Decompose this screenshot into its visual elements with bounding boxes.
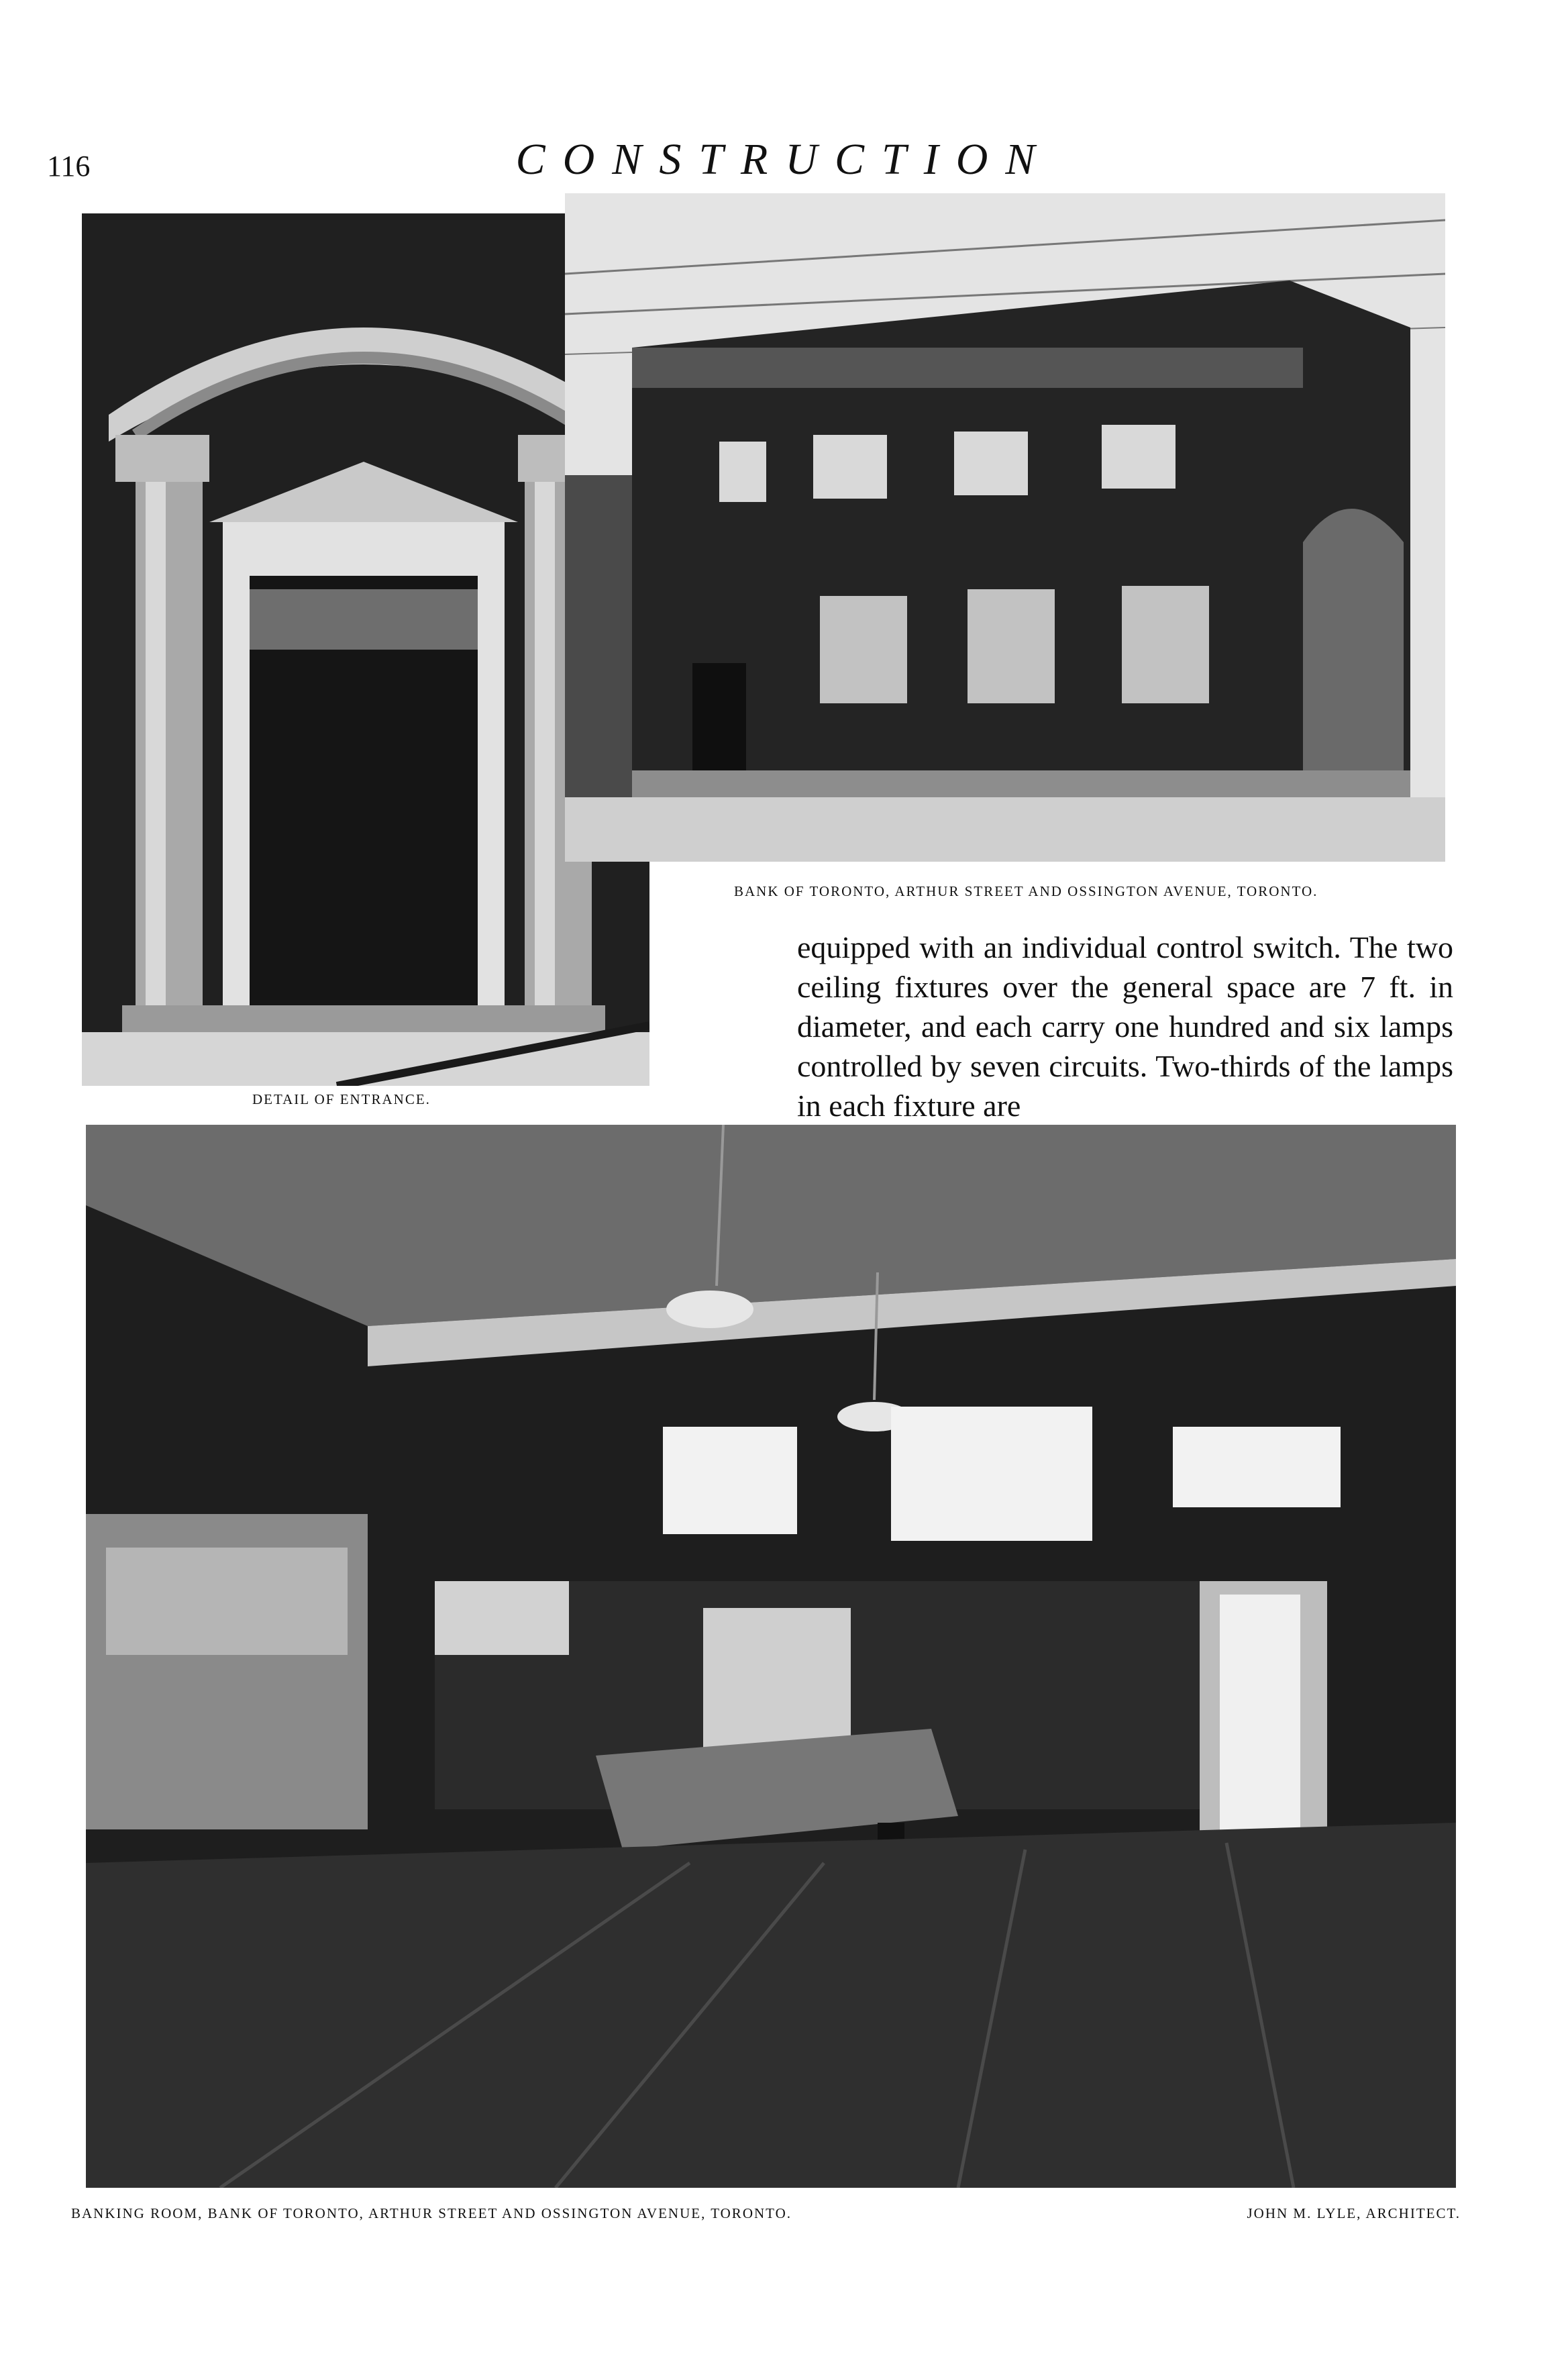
exterior-photo <box>565 193 1445 862</box>
article-paragraph: equipped with an individual control switch. The two ceiling fixtures over the general space are 7 ft. in diameter, and each carry one hundred and six lamps controlled by seven circuits. Two-thirds of the lamps in each fixture are <box>797 930 1453 1123</box>
entrance-caption: DETAIL OF ENTRANCE. <box>252 1091 431 1107</box>
exterior-caption: BANK OF TORONTO, ARTHUR STREET AND OSSINGTON AVENUE, TORONTO. <box>734 883 1318 899</box>
journal-title: CONSTRUCTION <box>515 135 1053 184</box>
article-text <box>797 927 1453 1125</box>
banking-room-caption: BANKING ROOM, BANK OF TORONTO, ARTHUR STREET AND OSSINGTON AVENUE, TORONTO. <box>71 2205 792 2221</box>
banking-room-photo <box>86 1125 1456 2188</box>
architect-credit: JOHN M. LYLE, ARCHITECT. <box>1247 2205 1461 2221</box>
page-number: 116 <box>47 150 91 183</box>
